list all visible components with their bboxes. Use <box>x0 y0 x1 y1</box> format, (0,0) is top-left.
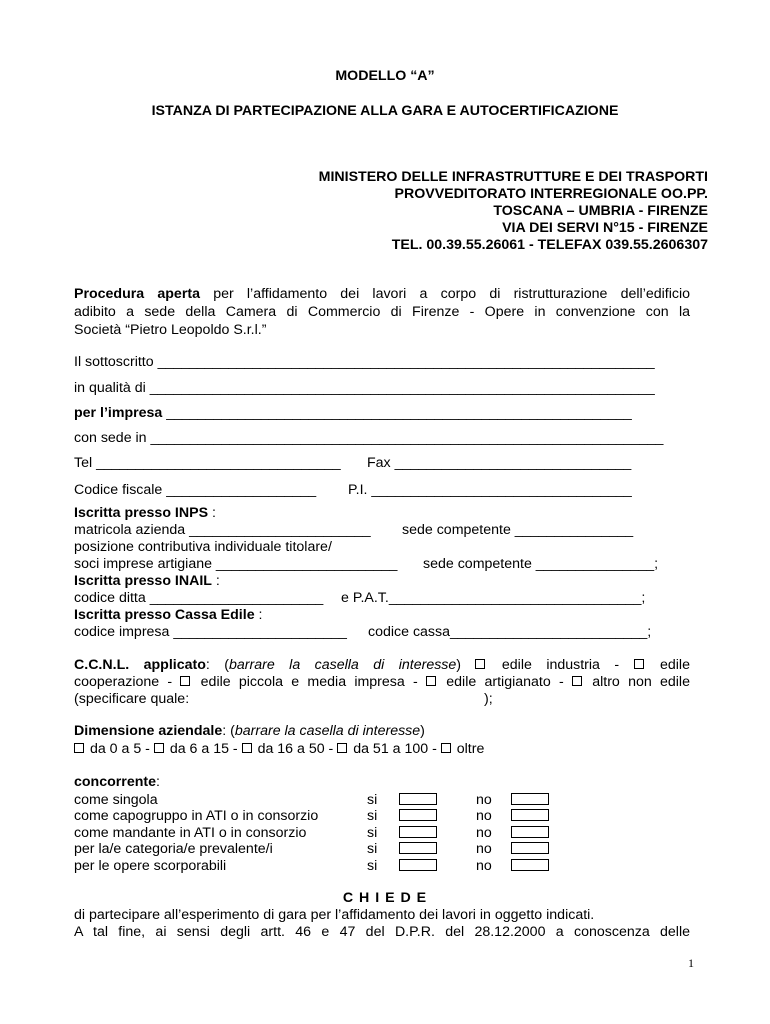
posizione-label: posizione contributiva individuale titolare/ <box>74 539 332 555</box>
closing-text: di partecipare all’esperimento di gara per l’affidamento dei lavori in oggetto indicati. <box>74 907 595 923</box>
option-label: da 0 a 5 - <box>89 741 150 757</box>
si-checkbox[interactable] <box>399 842 437 854</box>
inps-heading <box>74 505 216 521</box>
field-codice-fiscale[interactable]: Codice fiscale ___________________ <box>74 482 317 498</box>
option-label: da 6 a 15 - <box>169 741 238 757</box>
no-label: no <box>476 808 492 824</box>
option-label: edile industria - <box>501 657 620 673</box>
option-label: edile piccola e media impresa - <box>200 674 418 690</box>
si-checkbox[interactable] <box>399 859 437 871</box>
inail-colon: : <box>211 573 220 589</box>
procedure-text: adibito a sede della Camera di Commercio di Firenze - Opere in convenzione con la <box>74 304 690 320</box>
recipient-line: VIA DEI SERVI N°15 - FIRENZE <box>502 220 708 236</box>
dimensione-hint: barrare la casella di interesse <box>234 723 421 739</box>
dimensione-options <box>74 741 484 757</box>
checkbox-dim-6-15[interactable] <box>154 743 164 753</box>
cassa-colon: : <box>254 607 263 623</box>
concorrente-row-label: come mandante in ATI o in consorzio <box>74 825 307 841</box>
impresa-label: per l’impresa <box>74 405 163 421</box>
field-codice-impresa[interactable]: codice impresa ______________________ <box>74 624 347 640</box>
si-label: si <box>367 841 378 857</box>
document-title: MODELLO “A” <box>335 68 435 84</box>
checkbox-edile-artigianato[interactable] <box>426 676 436 686</box>
cassa-label: Iscritta presso Cassa Edile <box>74 607 255 623</box>
option-label: edile artigianato - <box>446 674 564 690</box>
si-checkbox[interactable] <box>399 826 437 838</box>
si-checkbox[interactable] <box>399 809 437 821</box>
option-label: da 51 a 100 - <box>353 741 437 757</box>
field-tel[interactable]: Tel _______________________________ <box>74 455 341 471</box>
concorrente-row-label: per le opere scorporabili <box>74 858 227 874</box>
concorrente-row-label: per la/e categoria/e prevalente/i <box>74 841 273 857</box>
field-partita-iva[interactable]: P.I. _________________________________ <box>348 482 632 498</box>
option-label: oltre <box>456 741 485 757</box>
ccnl-line-2 <box>74 674 690 690</box>
no-label: no <box>476 841 492 857</box>
document-subtitle: ISTANZA DI PARTECIPAZIONE ALLA GARA E AUTOCERTIFICAZIONE <box>151 103 619 119</box>
option-label: da 16 a 50 - <box>257 741 334 757</box>
dimensione-heading: Dimensione aziendale: (barrare la casella di interesse) <box>74 723 425 739</box>
concorrente-row-label: come capogruppo in ATI o in consorzio <box>74 808 319 824</box>
checkbox-dim-16-50[interactable] <box>242 743 252 753</box>
closing-text: A tal fine, ai sensi degli artt. 46 e 47 del D.P.R. del 28.12.2000 a conoscenza delle <box>74 924 690 940</box>
inps-colon: : <box>208 505 216 521</box>
field-qualita[interactable]: in qualità di ________________________________________________________________ <box>74 380 655 396</box>
option-label: altro non edile <box>592 674 690 690</box>
inps-label: Iscritta presso INPS <box>74 505 209 521</box>
checkbox-altro-non-edile[interactable] <box>572 676 582 686</box>
no-checkbox[interactable] <box>511 842 549 854</box>
recipient-line: TOSCANA – UMBRIA - FIRENZE <box>493 203 708 219</box>
inail-heading <box>74 573 220 589</box>
checkbox-dim-oltre[interactable] <box>441 743 451 753</box>
field-pat[interactable]: e P.A.T.________________________________; <box>341 590 646 606</box>
chiede-heading: C H I E D E <box>342 890 428 906</box>
checkbox-dim-51-100[interactable] <box>337 743 347 753</box>
field-sottoscritto[interactable]: Il sottoscritto _______________________________________________________________ <box>74 354 655 370</box>
si-label: si <box>367 858 378 874</box>
si-label: si <box>367 808 378 824</box>
recipient-line: MINISTERO DELLE INFRASTRUTTURE E DEI TRASPORTI <box>318 169 708 185</box>
field-matricola[interactable]: matricola azienda _______________________ <box>74 522 371 538</box>
concorrente-row-label: come singola <box>74 792 158 808</box>
no-checkbox[interactable] <box>511 826 549 838</box>
field-impresa[interactable] <box>74 405 632 421</box>
si-label: si <box>367 825 378 841</box>
field-sede-inps-1[interactable]: sede competente _______________ <box>402 522 634 538</box>
checkbox-edile-industria[interactable] <box>475 659 485 669</box>
checkbox-edile-cooperazione[interactable] <box>634 659 644 669</box>
ccnl-line-3-end: ); <box>484 691 493 707</box>
field-codice-ditta[interactable]: codice ditta ______________________ <box>74 590 324 606</box>
recipient-line: TEL. 00.39.55.26061 - TELEFAX 039.55.2606307 <box>391 237 708 253</box>
ccnl-label: C.C.N.L. applicato <box>74 657 206 673</box>
field-sede-inps-2[interactable]: sede competente _______________; <box>423 556 659 572</box>
ccnl-line-1: C.C.N.L. applicato: (barrare la casella di interesse) edile industria - edile <box>74 657 690 673</box>
no-checkbox[interactable] <box>511 859 549 871</box>
field-fax[interactable]: Fax ______________________________ <box>367 455 632 471</box>
no-label: no <box>476 858 492 874</box>
no-label: no <box>476 792 492 808</box>
procedure-label: Procedura aperta <box>74 286 200 302</box>
page-number: 1 <box>688 956 694 970</box>
concorrente-heading: concorrente: <box>74 774 160 790</box>
impresa-line[interactable]: ___________________________________________________________ <box>162 405 632 421</box>
si-label: si <box>367 792 378 808</box>
si-checkbox[interactable] <box>399 793 437 805</box>
option-label: cooperazione - <box>74 674 173 690</box>
option-label: edile <box>659 657 690 673</box>
inail-label: Iscritta presso INAIL <box>74 573 212 589</box>
recipient-line: PROVVEDITORATO INTERREGIONALE OO.PP. <box>394 186 708 202</box>
ccnl-hint: barrare la casella di interesse <box>229 657 457 673</box>
field-codice-cassa[interactable]: codice cassa_________________________; <box>368 624 652 640</box>
no-label: no <box>476 825 492 841</box>
field-sede[interactable]: con sede in _________________________________________________________________ <box>74 430 664 446</box>
procedure-text: per l’affidamento dei lavori a corpo di ristrutturazione dell’edificio <box>213 286 691 302</box>
field-soci[interactable]: soci imprese artigiane _______________________ <box>74 556 398 572</box>
dimensione-label: Dimensione aziendale <box>74 723 223 739</box>
concorrente-label: concorrente <box>74 774 156 790</box>
ccnl-line-3: (specificare quale: <box>74 691 190 707</box>
checkbox-edile-pmi[interactable] <box>180 676 190 686</box>
procedure-text: Società “Pietro Leopoldo S.r.l.” <box>74 322 267 338</box>
cassa-heading <box>74 607 262 623</box>
no-checkbox[interactable] <box>511 809 549 821</box>
no-checkbox[interactable] <box>511 793 549 805</box>
checkbox-dim-0-5[interactable] <box>74 743 84 753</box>
